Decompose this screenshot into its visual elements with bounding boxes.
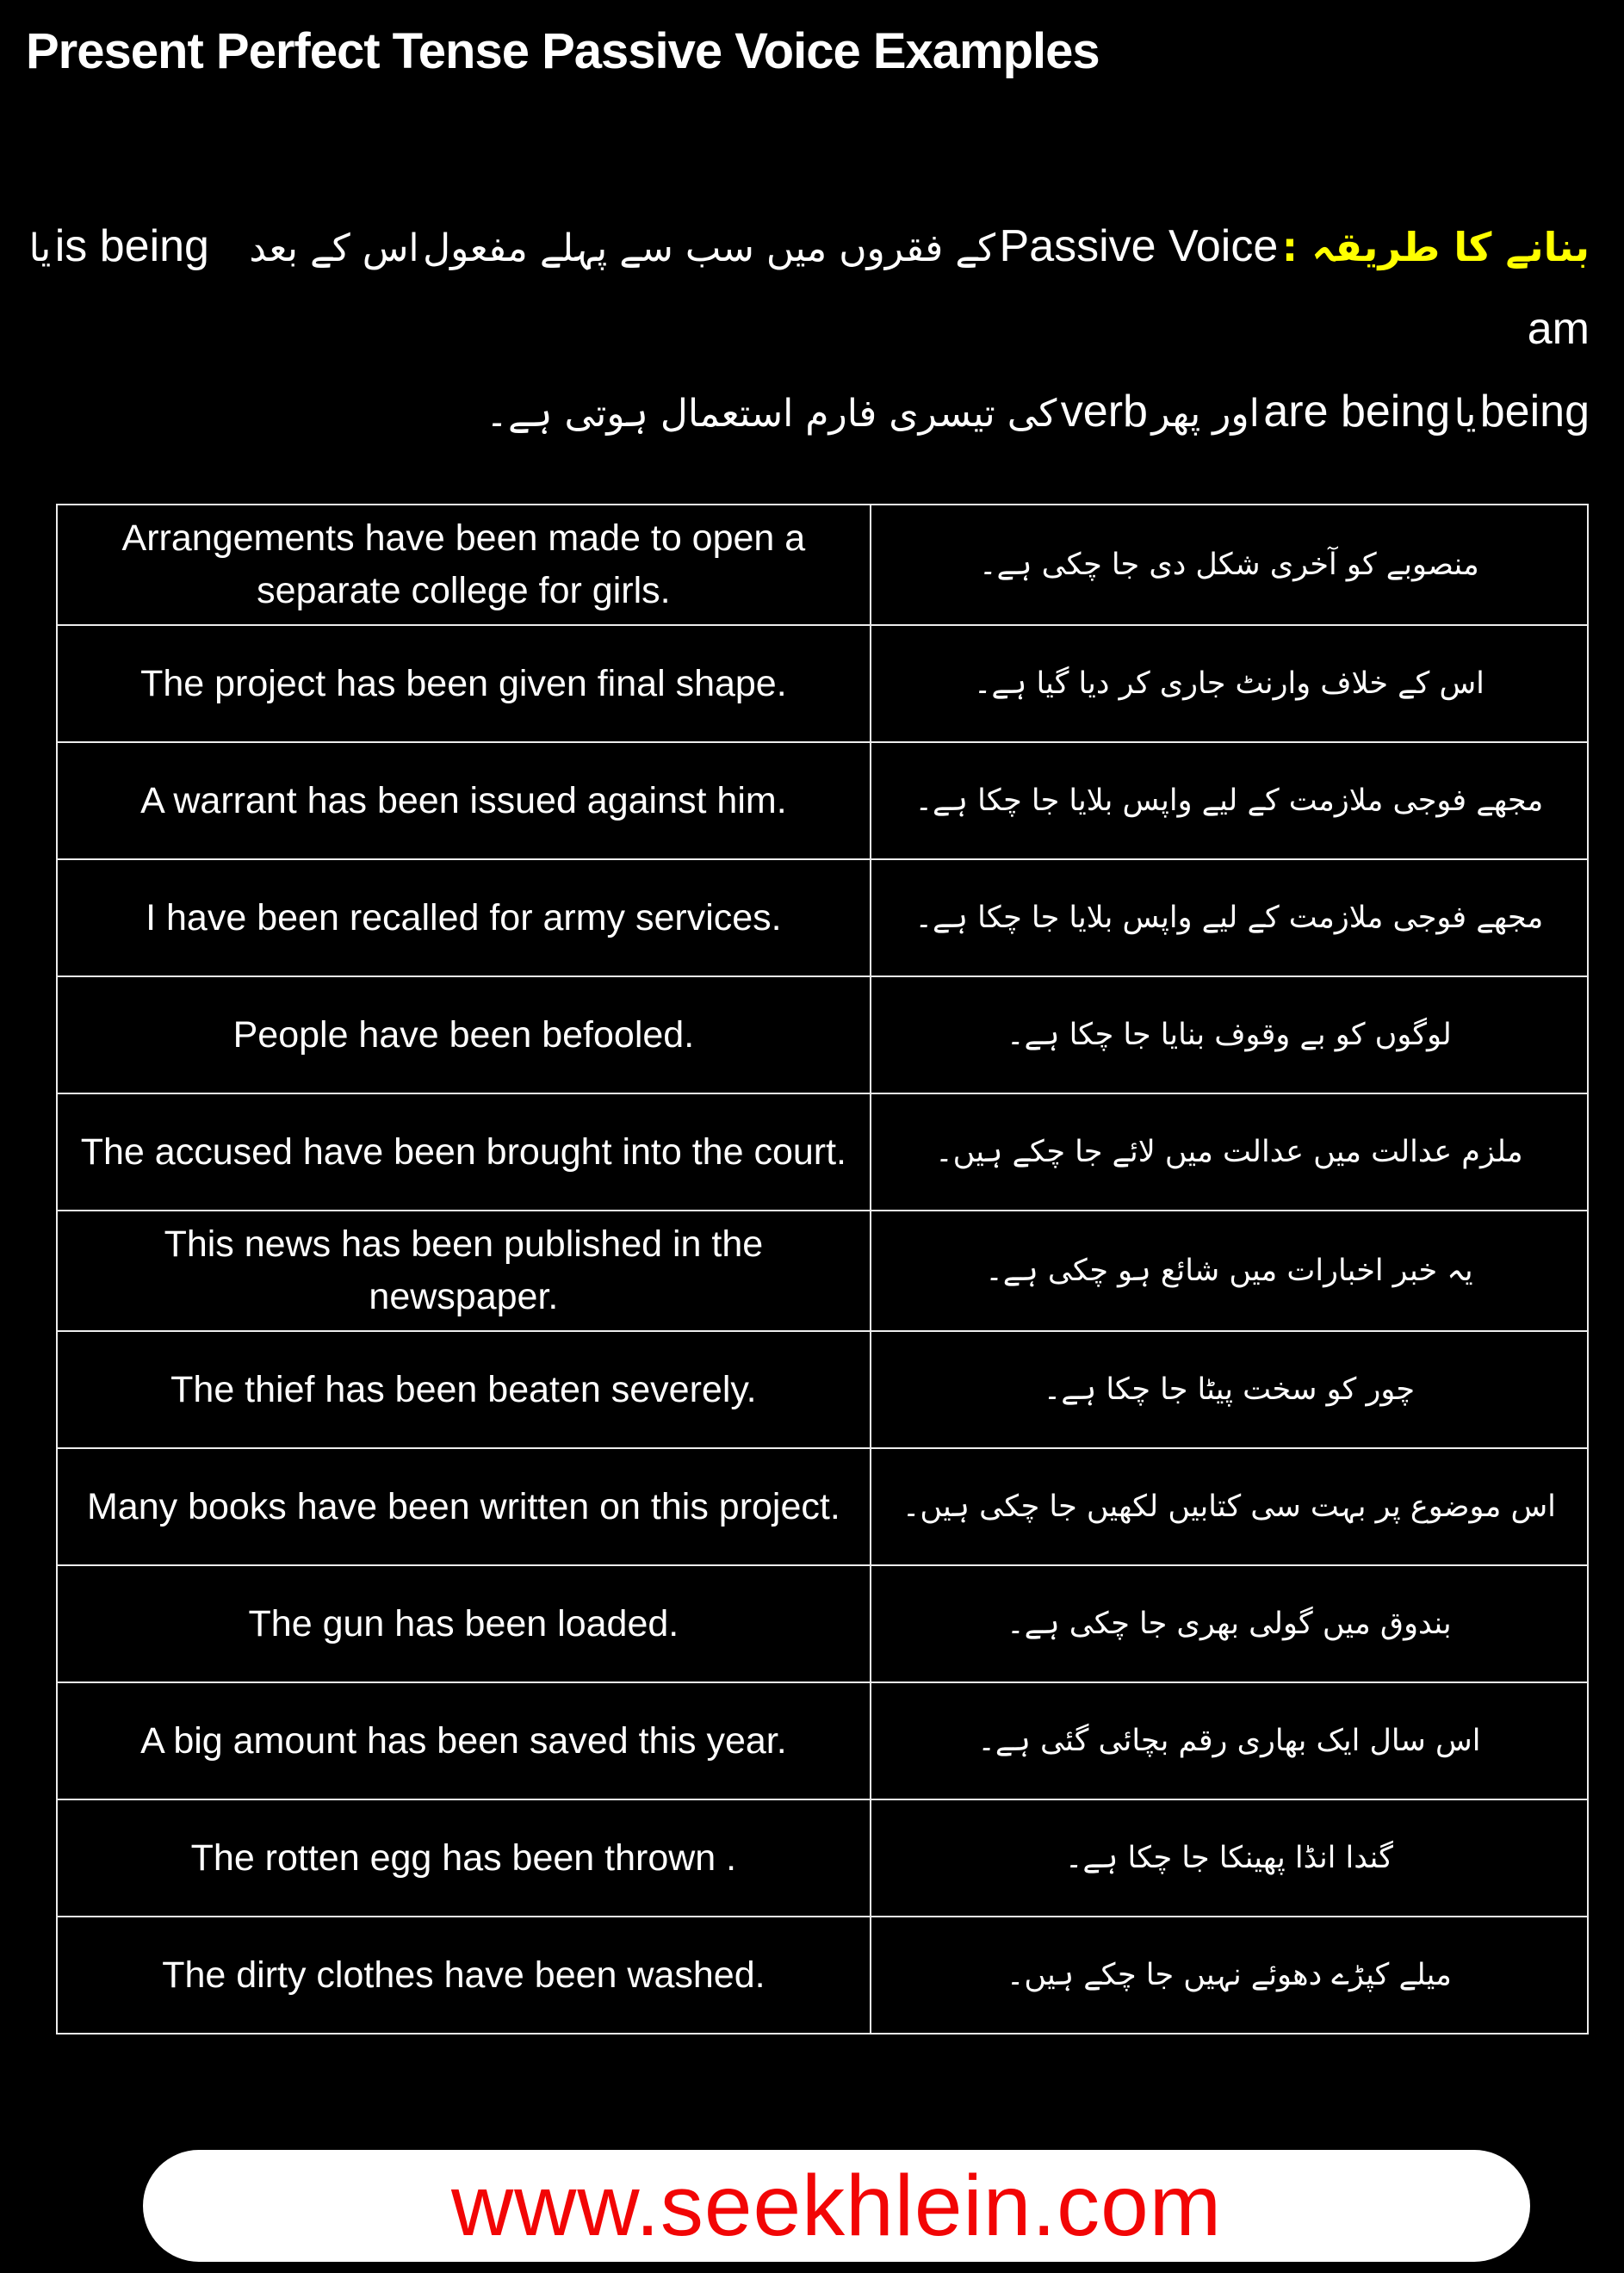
table-row (57, 1093, 1588, 1211)
urdu-translation-cell: لوگوں کو بے وقوف بنایا جا چکا ہے۔ (871, 976, 1588, 1093)
urdu-translation-cell: مجھے فوجی ملازمت کے لیے واپس بلایا جا چکا ہے۔ (871, 859, 1588, 976)
method-label: بنانے کا طریقہ : (1281, 224, 1590, 270)
english-sentence-cell: The project has been given final shape. (57, 625, 871, 742)
urdu-translation-cell: گندا انڈا پھینکا جا چکا ہے۔ (871, 1799, 1588, 1917)
urdu-translation-cell: ملزم عدالت میں عدالت میں لائے جا چکے ہیں۔ (871, 1093, 1588, 1211)
urdu-translation-cell: یہ خبر اخبارات میں شائع ہو چکی ہے۔ (871, 1211, 1588, 1331)
urdu-translation-cell: اس سال ایک بھاری رقم بچائی گئی ہے۔ (871, 1682, 1588, 1799)
english-sentence-cell: The gun has been loaded. (57, 1565, 871, 1682)
urdu-translation-cell: اس موضوع پر بہت سی کتابیں لکھیں جا چکی ہیں۔ (871, 1448, 1588, 1565)
intro-being: being (1479, 387, 1590, 437)
intro-line-2 (26, 370, 1590, 453)
page-title: Present Perfect Tense Passive Voice Examples (26, 23, 1100, 79)
intro-verb: verb (1060, 387, 1148, 437)
table-row (57, 505, 1588, 625)
intro2-urdu-c: کی تیسری فارم استعمال ہوتی ہے۔ (486, 392, 1057, 437)
footer-pill (143, 2150, 1530, 2262)
table-row (57, 1565, 1588, 1682)
table-row (57, 1799, 1588, 1917)
urdu-translation-cell: مجھے فوجی ملازمت کے لیے واپس بلایا جا چکا ہے۔ (871, 742, 1588, 859)
english-sentence-cell: The rotten egg has been thrown . (57, 1799, 871, 1917)
english-sentence-cell: The dirty clothes have been washed. (57, 1917, 871, 2034)
intro-urdu-b: اس کے بعد (249, 226, 419, 270)
english-sentence-cell: People have been befooled. (57, 976, 871, 1093)
intro-line-1 (26, 205, 1590, 370)
examples-table-body (57, 505, 1588, 2034)
english-sentence-cell: The thief has been beaten severely. (57, 1331, 871, 1448)
english-sentence-cell: Arrangements have been made to open a separate college for girls. (57, 505, 871, 625)
table-row (57, 1682, 1588, 1799)
website-link[interactable]: www.seekhlein.com (450, 2157, 1223, 2254)
table-row (57, 859, 1588, 976)
english-sentence-cell: A big amount has been saved this year. (57, 1682, 871, 1799)
urdu-translation-cell: میلے کپڑے دھوئے نہیں جا چکے ہیں۔ (871, 1917, 1588, 2034)
intro-is-being: is being (54, 221, 209, 271)
table-row (57, 1211, 1588, 1331)
intro-passive-voice: Passive Voice (999, 221, 1279, 271)
examples-table (56, 504, 1589, 2035)
english-sentence-cell: The accused have been brought into the court. (57, 1093, 871, 1211)
table-row (57, 1331, 1588, 1448)
intro-urdu-c: یا (28, 226, 52, 270)
table-row (57, 976, 1588, 1093)
urdu-translation-cell: اس کے خلاف وارنٹ جاری کر دیا گیا ہے۔ (871, 625, 1588, 742)
urdu-translation-cell: چور کو سخت پیٹا جا چکا ہے۔ (871, 1331, 1588, 1448)
urdu-translation-cell: منصوبے کو آخری شکل دی جا چکی ہے۔ (871, 505, 1588, 625)
table-row (57, 1917, 1588, 2034)
table-row (57, 625, 1588, 742)
english-sentence-cell: Many books have been written on this project. (57, 1448, 871, 1565)
english-sentence-cell: I have been recalled for army services. (57, 859, 871, 976)
intro-explanation (26, 205, 1590, 454)
table-row (57, 742, 1588, 859)
intro-are-being: are being (1263, 387, 1451, 437)
intro2-urdu-b: اور پھر (1151, 392, 1260, 437)
english-sentence-cell: A warrant has been issued against him. (57, 742, 871, 859)
intro2-urdu-a: یا (1454, 392, 1477, 437)
english-sentence-cell: This news has been published in the newspaper. (57, 1211, 871, 1331)
intro-am: am (1527, 304, 1590, 355)
table-row (57, 1448, 1588, 1565)
intro-urdu-a: کے فقروں میں سب سے پہلے مفعول (423, 226, 996, 270)
urdu-translation-cell: بندوق میں گولی بھری جا چکی ہے۔ (871, 1565, 1588, 1682)
